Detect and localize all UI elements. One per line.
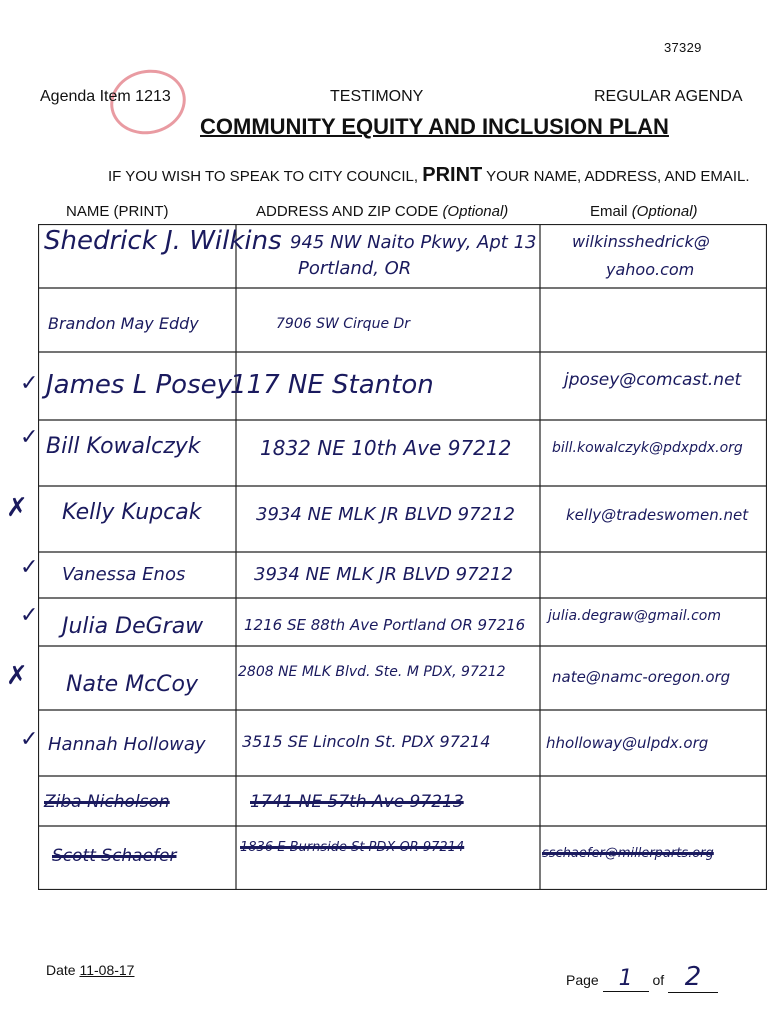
row-8-name: Nate McCoy [66,672,199,697]
row-7-check-mark: ✓ [20,602,39,627]
address-optional-label: (Optional) [442,203,509,220]
page-total: 2 [668,962,718,993]
instruction-pre: IF YOU WISH TO SPEAK TO CITY COUNCIL, [108,168,419,185]
row-9-name: Hannah Holloway [48,734,206,755]
row-1-email-line2: yahoo.com [606,260,695,279]
row-10-address: 1741 NE 57th Ave 97213 [250,792,464,812]
regular-agenda-heading: REGULAR AGENDA [594,88,743,105]
row-9-address: 3515 SE Lincoln St. PDX 97214 [242,732,491,751]
row-11-address: 1836 E Burnside St PDX OR 97214 [240,840,465,855]
agenda-item: Agenda Item 1213 [40,88,171,105]
footer-date [46,962,134,978]
row-4-address: 1832 NE 10th Ave 97212 [260,436,512,460]
row-7-address: 1216 SE 88th Ave Portland OR 97216 [244,616,526,634]
instruction-print: PRINT [422,164,483,186]
row-1-address: 945 NW Naito Pkwy, Apt 13 [290,232,537,253]
row-1-name: Shedrick J. Wilkins [44,226,282,256]
row-7-email: julia.degraw@gmail.com [548,608,721,624]
row-3-check-mark: ✓ [20,370,39,395]
row-6-check-mark: ✓ [20,554,39,579]
row-4-name: Bill Kowalczyk [46,434,201,459]
row-6-name: Vanessa Enos [62,564,186,585]
address-header-label: ADDRESS AND ZIP CODE [256,203,439,220]
instruction-line [108,164,750,187]
signup-table [6,224,767,890]
row-11-email: sschaefer@millerparts.org [542,846,714,861]
row-2-address: 7906 SW Cirque Dr [276,316,411,332]
page-current: 1 [603,966,649,992]
row-4-email: bill.kowalczyk@pdxpdx.org [552,440,743,456]
row-9-check-mark: ✓ [20,726,39,751]
row-3-email: jposey@comcast.net [564,370,742,390]
instruction-post: YOUR NAME, ADDRESS, AND EMAIL. [486,168,750,185]
email-column-header [590,203,698,220]
document-number: 37329 [664,40,702,55]
row-11-name: Scott Schaefer [52,846,177,866]
row-10-name: Ziba Nicholson [44,792,170,812]
page-title: COMMUNITY EQUITY AND INCLUSION PLAN [200,114,669,139]
email-optional-label: (Optional) [631,203,698,220]
row-9-email: hholloway@ulpdx.org [546,734,709,752]
row-4-check-mark: ✓ [20,424,39,449]
row-3-address: 117 NE Stanton [230,370,434,400]
footer-page [566,962,718,993]
row-8-email: nate@namc-oregon.org [552,668,731,686]
page-label: Page [566,972,599,988]
row-5-check-mark: ✗ [6,492,28,522]
row-3-name: James L Posey [46,370,232,400]
row-1-email: wilkinsshedrick@ [572,232,710,251]
date-value: 11-08-17 [79,962,135,978]
address-column-header [256,203,508,220]
row-8-address: 2808 NE MLK Blvd. Ste. M PDX, 97212 [238,664,506,680]
row-5-email: kelly@tradeswomen.net [566,506,749,524]
row-1-address-line2: Portland, OR [298,258,412,279]
name-column-header: NAME (PRINT) [66,203,169,220]
row-2-name: Brandon May Eddy [48,314,199,333]
row-8-check-mark: ✗ [6,660,28,690]
row-5-address: 3934 NE MLK JR BLVD 97212 [256,504,515,525]
testimony-heading: TESTIMONY [330,88,424,105]
row-7-name: Julia DeGraw [62,614,204,639]
page-of-label: of [652,972,665,988]
email-header-label: Email [590,203,628,220]
row-6-address: 3934 NE MLK JR BLVD 97212 [254,564,513,585]
row-5-name: Kelly Kupcak [62,500,202,525]
date-label: Date [46,962,76,978]
